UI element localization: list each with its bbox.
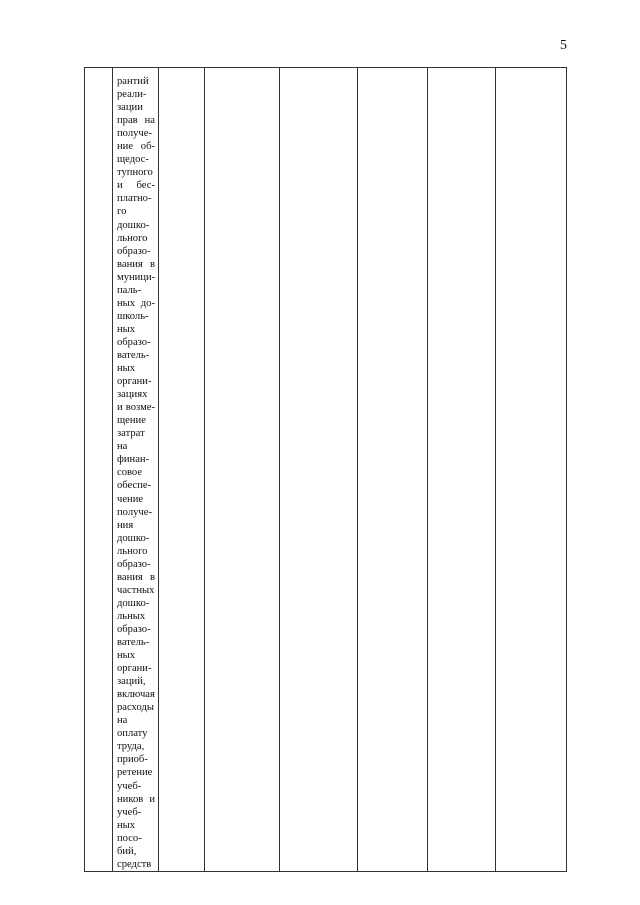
cell-text-line: образо- [117, 336, 151, 348]
table-cell-empty [428, 68, 496, 872]
table-cell-text [113, 68, 159, 872]
cell-text-line: заций, [117, 676, 146, 688]
cell-text-line: школь- [117, 310, 149, 322]
cell-text-line: образо- [117, 623, 151, 635]
cell-text-line: ватель- [117, 637, 150, 649]
cell-text-line: льных [117, 610, 146, 622]
table-cell-empty [159, 68, 205, 872]
cell-text-line: образо- [117, 558, 151, 570]
table-cell-number [85, 68, 113, 872]
page-number: 5 [560, 38, 567, 53]
table-cell-empty [496, 68, 567, 872]
cell-text-line: вания в [117, 258, 155, 270]
cell-text-line: ных [117, 323, 136, 335]
cell-text-line: ния [117, 519, 134, 531]
cell-text-line: включая [117, 689, 155, 701]
cell-text-line: оплату [117, 728, 148, 740]
cell-text-line: бий, [117, 845, 137, 857]
cell-text-line: и бес- [117, 180, 155, 192]
table-cell-empty [280, 68, 358, 872]
cell-text-line: ных [117, 819, 136, 831]
cell-text-line: получе- [117, 506, 152, 518]
cell-text-line: и возме- [117, 402, 155, 414]
cell-text-line: ных [117, 650, 136, 662]
cell-text-line: труда, [117, 741, 145, 753]
cell-text-line: чение [117, 493, 144, 505]
cell-text-block [113, 68, 158, 871]
cell-text-line: на [117, 715, 128, 727]
cell-text-line: ных [117, 363, 136, 375]
cell-text-line: приоб- [117, 754, 148, 766]
cell-text-line: финан- [117, 454, 150, 466]
cell-text-line: учеб- [117, 780, 142, 792]
cell-text-line: вания в [117, 571, 155, 583]
cell-text-line: на [117, 441, 128, 453]
cell-text-line: получе- [117, 128, 152, 140]
cell-text-line: дошко- [117, 532, 150, 544]
cell-text-line: ников и [117, 793, 155, 805]
cell-text-line: расходы [117, 702, 154, 714]
cell-text-line: паль- [117, 284, 142, 296]
cell-text-line: дошко- [117, 219, 150, 231]
cell-text-line: платно- [117, 193, 152, 205]
cell-text-line: ных до- [117, 297, 155, 309]
table-row [85, 68, 567, 872]
cell-text-line: ватель- [117, 349, 150, 361]
document-table [84, 67, 567, 872]
cell-text-line: прав на [117, 115, 155, 127]
cell-text-line: обеспе- [117, 480, 152, 492]
cell-text-line: учеб- [117, 806, 142, 818]
cell-text-line: тупного [117, 167, 153, 179]
table-cell-empty [205, 68, 280, 872]
cell-text-line: затрат [117, 428, 145, 440]
cell-text-line: посо- [117, 832, 142, 844]
cell-text-line: щедос- [117, 154, 149, 166]
cell-text-line: щение [117, 415, 146, 427]
cell-text-line: образо- [117, 245, 151, 257]
cell-text-line: го [117, 206, 127, 218]
cell-text-line: льного [117, 545, 148, 557]
cell-text-line: ретение [117, 767, 153, 779]
cell-text-line: частных [117, 584, 155, 596]
table-cell-empty [358, 68, 428, 872]
cell-text-line: реали- [117, 89, 147, 101]
cell-text-line: органи- [117, 376, 152, 388]
cell-text-line: зациях [117, 389, 148, 401]
cell-text-line: средств [117, 858, 152, 870]
cell-text-line: муници- [117, 271, 156, 283]
cell-text-line: рантий [117, 76, 149, 87]
cell-text-line: зации [117, 102, 143, 114]
cell-text-line: совое [117, 467, 143, 479]
cell-text-line: органи- [117, 663, 152, 675]
cell-text-line: дошко- [117, 597, 150, 609]
cell-text-line: ние об- [117, 141, 155, 153]
cell-text-line: льного [117, 232, 148, 244]
